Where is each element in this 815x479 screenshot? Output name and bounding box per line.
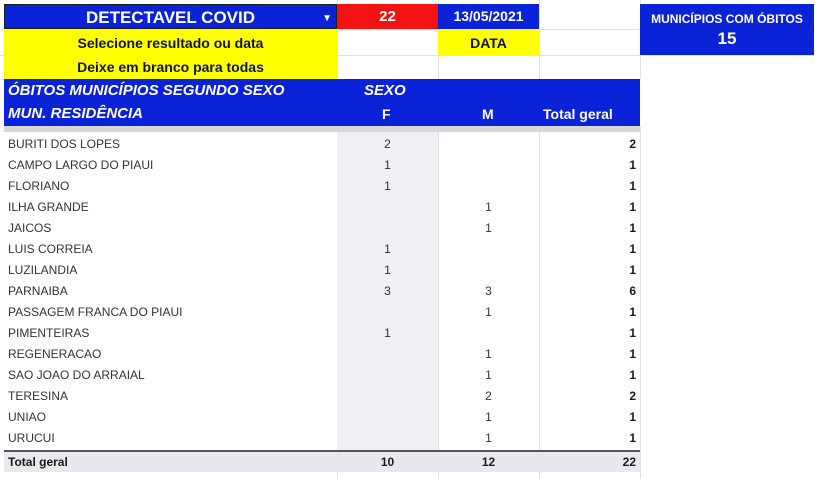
value-m: 1 [485, 200, 492, 214]
value-m: 2 [485, 389, 492, 403]
total-label: Total geral [8, 455, 68, 469]
municipio-name: SAO JOAO DO ARRAIAL [8, 368, 145, 382]
value-total: 1 [629, 326, 636, 340]
value-m: 1 [485, 431, 492, 445]
value-f: 1 [384, 326, 391, 340]
municipio-name: PIMENTEIRAS [8, 326, 90, 340]
result-filter-label: DETECTAVEL COVID [85, 8, 256, 27]
value-f: 1 [384, 158, 391, 172]
table-title: ÓBITOS MUNICÍPIOS SEGUNDO SEXO [8, 82, 285, 99]
value-total: 2 [629, 389, 636, 403]
value-total: 1 [629, 368, 636, 382]
value-f: 1 [384, 242, 391, 256]
date-label: DATA [438, 30, 539, 55]
value-m: 1 [485, 347, 492, 361]
value-f: 1 [384, 179, 391, 193]
municipio-name: PARNAIBA [8, 284, 68, 298]
value-total: 1 [629, 305, 636, 319]
municipio-name: URUCUI [8, 431, 55, 445]
col-header-total: Total geral [543, 106, 613, 122]
total-total: 22 [622, 455, 636, 469]
row-header-label: MUN. RESIDÊNCIA [8, 105, 144, 122]
municipio-name: TERESINA [8, 389, 69, 403]
municipio-name: FLORIANO [8, 179, 70, 193]
value-m: 1 [485, 305, 492, 319]
municipio-name: ILHA GRANDE [8, 200, 89, 214]
dropdown-arrow-icon[interactable]: ▼ [322, 13, 332, 24]
municipio-name: BURITI DOS LOPES [8, 137, 121, 151]
date-filter-cell[interactable]: 13/05/2021 [438, 4, 539, 29]
value-total: 1 [629, 200, 636, 214]
municipios-title: MUNICÍPIOS COM ÓBITOS [651, 12, 803, 26]
value-total: 1 [629, 347, 636, 361]
value-total: 1 [629, 179, 636, 193]
municipio-name: CAMPO LARGO DO PIAUI [8, 158, 154, 172]
value-m: 1 [485, 410, 492, 424]
value-f: 1 [384, 263, 391, 277]
municipio-name: UNIAO [8, 410, 47, 424]
value-m: 1 [485, 368, 492, 382]
value-total: 1 [629, 221, 636, 235]
sexo-label: SEXO [364, 82, 406, 99]
value-total: 1 [629, 158, 636, 172]
value-f: 2 [384, 137, 391, 151]
municipio-name: JAICOS [8, 221, 52, 235]
value-total: 6 [629, 284, 636, 298]
help-text-blank: Deixe em branco para todas [4, 55, 337, 79]
value-m: 3 [485, 284, 492, 298]
pivot-table-header [4, 79, 640, 126]
municipio-name: REGENERACAO [8, 347, 102, 361]
total-m: 12 [481, 455, 496, 469]
result-filter-dropdown[interactable] [4, 4, 337, 29]
value-total: 1 [629, 242, 636, 256]
help-text-select: Selecione resultado ou data [4, 30, 337, 55]
total-f: 10 [380, 455, 395, 469]
value-total: 1 [629, 263, 636, 277]
municipio-name: LUIS CORREIA [8, 242, 93, 256]
value-m: 1 [485, 221, 492, 235]
value-total: 1 [629, 431, 636, 445]
col-header-m: M [482, 106, 494, 122]
municipios-com-obitos-card [640, 4, 814, 55]
value-total: 1 [629, 410, 636, 424]
municipio-name: PASSAGEM FRANCA DO PIAUI [8, 305, 183, 319]
col-header-f: F [382, 106, 391, 122]
result-count-cell[interactable]: 22 [337, 4, 438, 29]
municipio-name: LUZILANDIA [8, 263, 78, 277]
value-total: 2 [629, 137, 636, 151]
header-separator [4, 126, 640, 132]
value-f: 3 [384, 284, 391, 298]
municipios-value: 15 [717, 29, 737, 48]
